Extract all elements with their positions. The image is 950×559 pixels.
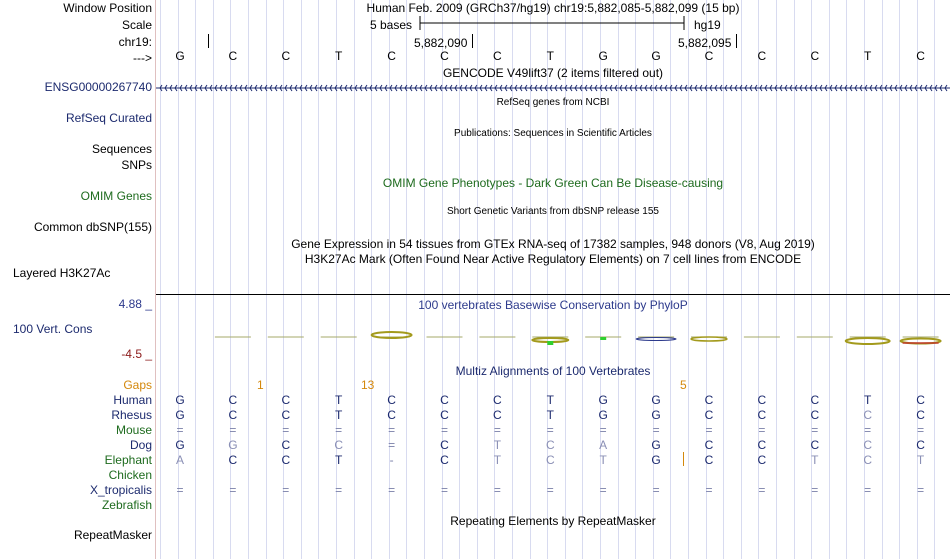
alignment-base: = — [917, 483, 925, 497]
alignment-base: T — [916, 453, 925, 467]
base-cell: C — [810, 49, 820, 63]
multiz-title: Multiz Alignments of 100 Vertebrates — [455, 364, 651, 378]
alignment-base: C — [916, 408, 925, 422]
cons-min-label: -4.5 _ — [121, 347, 152, 361]
species-label[interactable]: X_tropicalis — [89, 483, 152, 497]
alignment-base: T — [864, 393, 872, 407]
conservation-mark — [691, 337, 727, 341]
base-cell: C — [387, 49, 396, 63]
scale-text: 5 bases — [370, 18, 413, 32]
species-label[interactable]: Rhesus — [111, 408, 152, 422]
alignment-base: T — [811, 453, 819, 467]
cons-label[interactable]: 100 Vert. Cons — [13, 322, 93, 336]
alignment-base: C — [228, 408, 238, 422]
base-cell: C — [704, 49, 714, 63]
alignment-base: = — [388, 483, 396, 497]
species-label[interactable]: Dog — [129, 438, 152, 452]
alignment-base: = — [864, 423, 872, 437]
conservation-mark — [636, 338, 676, 341]
assembly-label: hg19 — [694, 18, 721, 32]
alignment-base: C — [281, 408, 291, 422]
alignment-base: = — [864, 483, 872, 497]
alignment-base: T — [335, 393, 343, 407]
alignment-base: C — [757, 453, 767, 467]
alignment-base: G — [651, 393, 661, 407]
alignment-base: G — [175, 393, 185, 407]
species-label[interactable]: Mouse — [115, 423, 152, 437]
alignment-base: T — [599, 453, 607, 467]
alignment-base: T — [335, 453, 343, 467]
alignment-base: G — [651, 453, 661, 467]
alignment-base: C — [757, 408, 767, 422]
alignment-base: A — [599, 438, 608, 452]
alignment-base: = — [176, 483, 184, 497]
refseq-label[interactable]: RefSeq Curated — [65, 111, 152, 125]
species-label[interactable]: Chicken — [108, 468, 152, 482]
alignment-base: = — [652, 423, 660, 437]
alignment-base: C — [810, 438, 820, 452]
alignment-base: G — [651, 408, 661, 422]
separator-line — [156, 294, 950, 295]
browser-image[interactable] — [156, 0, 950, 559]
alignment-base: = — [176, 423, 184, 437]
alignment-base: = — [335, 423, 343, 437]
gtex-title: Gene Expression in 54 tissues from GTEx RNA-seq of 17382 samples, 948 donors (V8, Aug 2019) — [291, 237, 815, 251]
cons-max-label: 4.88 _ — [118, 297, 152, 311]
alignment-base: C — [545, 453, 555, 467]
alignment-base: C — [281, 438, 291, 452]
coord-tick-1 — [472, 34, 473, 48]
alignment-base: = — [705, 483, 713, 497]
alignment-base: = — [282, 483, 290, 497]
species-label[interactable]: Human — [113, 393, 152, 407]
alignment-base: C — [704, 393, 714, 407]
alignment-base: A — [175, 453, 184, 467]
coord-1: 5,882,090 — [414, 36, 468, 50]
repeatmasker-title: Repeating Elements by RepeatMasker — [450, 514, 656, 528]
alignment-base: T — [546, 408, 554, 422]
scale-bar — [418, 15, 688, 33]
alignment-base: C — [440, 408, 449, 422]
alignment-base: = — [493, 483, 501, 497]
gap-count-3: 5 — [680, 378, 687, 392]
omim-label[interactable]: OMIM Genes — [80, 189, 152, 203]
alignment-base: = — [493, 423, 501, 437]
alignment-base: C — [493, 393, 502, 407]
species-label[interactable]: Zebrafish — [101, 498, 152, 512]
base-cell: C — [757, 49, 767, 63]
gap-count-1: 1 — [257, 378, 264, 392]
conservation-mark — [600, 337, 606, 340]
alignment-base: C — [281, 453, 291, 467]
alignment-base: = — [546, 483, 554, 497]
window-position-label: Window Position — [63, 1, 152, 15]
alignment-base: = — [282, 423, 290, 437]
alignment-base: = — [335, 483, 343, 497]
alignment-base: C — [440, 393, 449, 407]
gap-count-2: 13 — [361, 378, 375, 392]
alignment-base: = — [388, 438, 396, 452]
alignment-base: = — [758, 423, 766, 437]
alignment-base: C — [704, 408, 714, 422]
alignment-base: C — [440, 453, 449, 467]
alignment-base: = — [599, 483, 607, 497]
alignment-base: C — [757, 393, 767, 407]
alignment-base: G — [598, 408, 608, 422]
base-cell: C — [493, 49, 502, 63]
dbsnp-label[interactable]: Common dbSNP(155) — [33, 220, 152, 234]
base-cell: C — [916, 49, 925, 63]
coord-2: 5,882,095 — [678, 36, 732, 50]
alignment-base: G — [228, 438, 238, 452]
alignment-base: = — [705, 423, 713, 437]
alignment-base: C — [493, 408, 502, 422]
alignment-base: C — [704, 438, 714, 452]
base-cell: G — [651, 49, 661, 63]
repeatmasker-label[interactable]: RepeatMasker — [73, 528, 152, 542]
alignment-base: - — [389, 453, 394, 467]
cons-title: 100 vertebrates Basewise Conservation by PhyloP — [418, 298, 688, 312]
base-cell: C — [281, 49, 291, 63]
alignment-base: C — [863, 453, 873, 467]
alignment-base: T — [335, 408, 343, 422]
alignment-base: = — [917, 423, 925, 437]
base-cell: C — [228, 49, 238, 63]
alignment-base: T — [493, 453, 502, 467]
alignment-base: G — [598, 393, 608, 407]
coord-tick-start — [208, 34, 209, 48]
scale-label: Scale — [121, 18, 152, 32]
alignment-base: = — [440, 483, 448, 497]
base-cell: G — [598, 49, 608, 63]
alignment-base: = — [811, 483, 819, 497]
alignment-base: C — [281, 393, 291, 407]
strand-arrow-label[interactable]: ---> — [133, 51, 152, 65]
conservation-mark — [846, 338, 890, 344]
alignment-base: C — [863, 438, 873, 452]
alignment-base: T — [493, 438, 502, 452]
track-label-column — [0, 0, 156, 559]
alignment-base: C — [810, 393, 820, 407]
alignment-base: C — [757, 438, 767, 452]
alignment-base: C — [704, 453, 714, 467]
alignment-base: = — [388, 423, 396, 437]
alignment-base: C — [387, 393, 396, 407]
conservation-mark — [372, 332, 412, 338]
alignment-base: = — [440, 423, 448, 437]
alignment-base: C — [228, 393, 238, 407]
gene-label[interactable]: ENSG00000267740 — [44, 80, 152, 94]
alignment-base: C — [334, 438, 344, 452]
alignment-base: = — [599, 423, 607, 437]
alignment-base: T — [546, 393, 554, 407]
alignment-base: G — [175, 438, 185, 452]
sequences-label[interactable]: Sequences — [91, 142, 152, 156]
base-cell: T — [546, 49, 554, 63]
alignment-base: C — [810, 408, 820, 422]
insertion-marker — [683, 452, 684, 466]
pubs-title: Publications: Sequences in Scientific Articles — [454, 128, 652, 139]
h3k27ac-label[interactable]: Layered H3K27Ac — [13, 266, 111, 280]
alignment-base: = — [758, 483, 766, 497]
gaps-label[interactable]: Gaps — [123, 378, 152, 392]
omim-title: OMIM Gene Phenotypes - Dark Green Can Be Disease-causing — [382, 176, 724, 190]
base-cell: T — [335, 49, 343, 63]
alignment-base: C — [916, 393, 925, 407]
position-title: Human Feb. 2009 (GRCh37/hg19) chr19:5,882,085-5,882,099 (15 bp) — [366, 1, 740, 15]
base-cell: G — [175, 49, 185, 63]
alignment-base: C — [916, 438, 925, 452]
base-cell: T — [864, 49, 872, 63]
alignment-base: = — [811, 423, 819, 437]
alignment-base: C — [863, 408, 873, 422]
alignment-base: = — [229, 423, 237, 437]
alignment-base: C — [440, 438, 449, 452]
species-label[interactable]: Elephant — [104, 453, 152, 467]
dbsnp-title: Short Genetic Variants from dbSNP release 155 — [447, 206, 659, 217]
alignment-base: = — [652, 483, 660, 497]
alignment-base: C — [545, 438, 555, 452]
conservation-mark — [547, 341, 553, 345]
conservation-wiggle[interactable] — [156, 325, 950, 351]
alignment-base: G — [651, 438, 661, 452]
alignment-base: = — [546, 423, 554, 437]
refseq-title: RefSeq genes from NCBI — [496, 97, 610, 108]
alignment-base: C — [387, 408, 396, 422]
alignment-base: G — [175, 408, 185, 422]
gencode-title: GENCODE V49lift37 (2 items filtered out) — [442, 66, 664, 80]
gene-model-arrows[interactable] — [156, 82, 950, 94]
h3k27ac-title: H3K27Ac Mark (Often Found Near Active Regulatory Elements) on 7 cell lines from ENCODE — [304, 252, 802, 266]
alignment-base: C — [228, 453, 238, 467]
base-cell: C — [440, 49, 449, 63]
alignment-base: = — [229, 483, 237, 497]
coord-tick-2 — [736, 34, 737, 48]
chrom-label: chr19: — [118, 35, 152, 49]
snps-label[interactable]: SNPs — [121, 158, 152, 172]
